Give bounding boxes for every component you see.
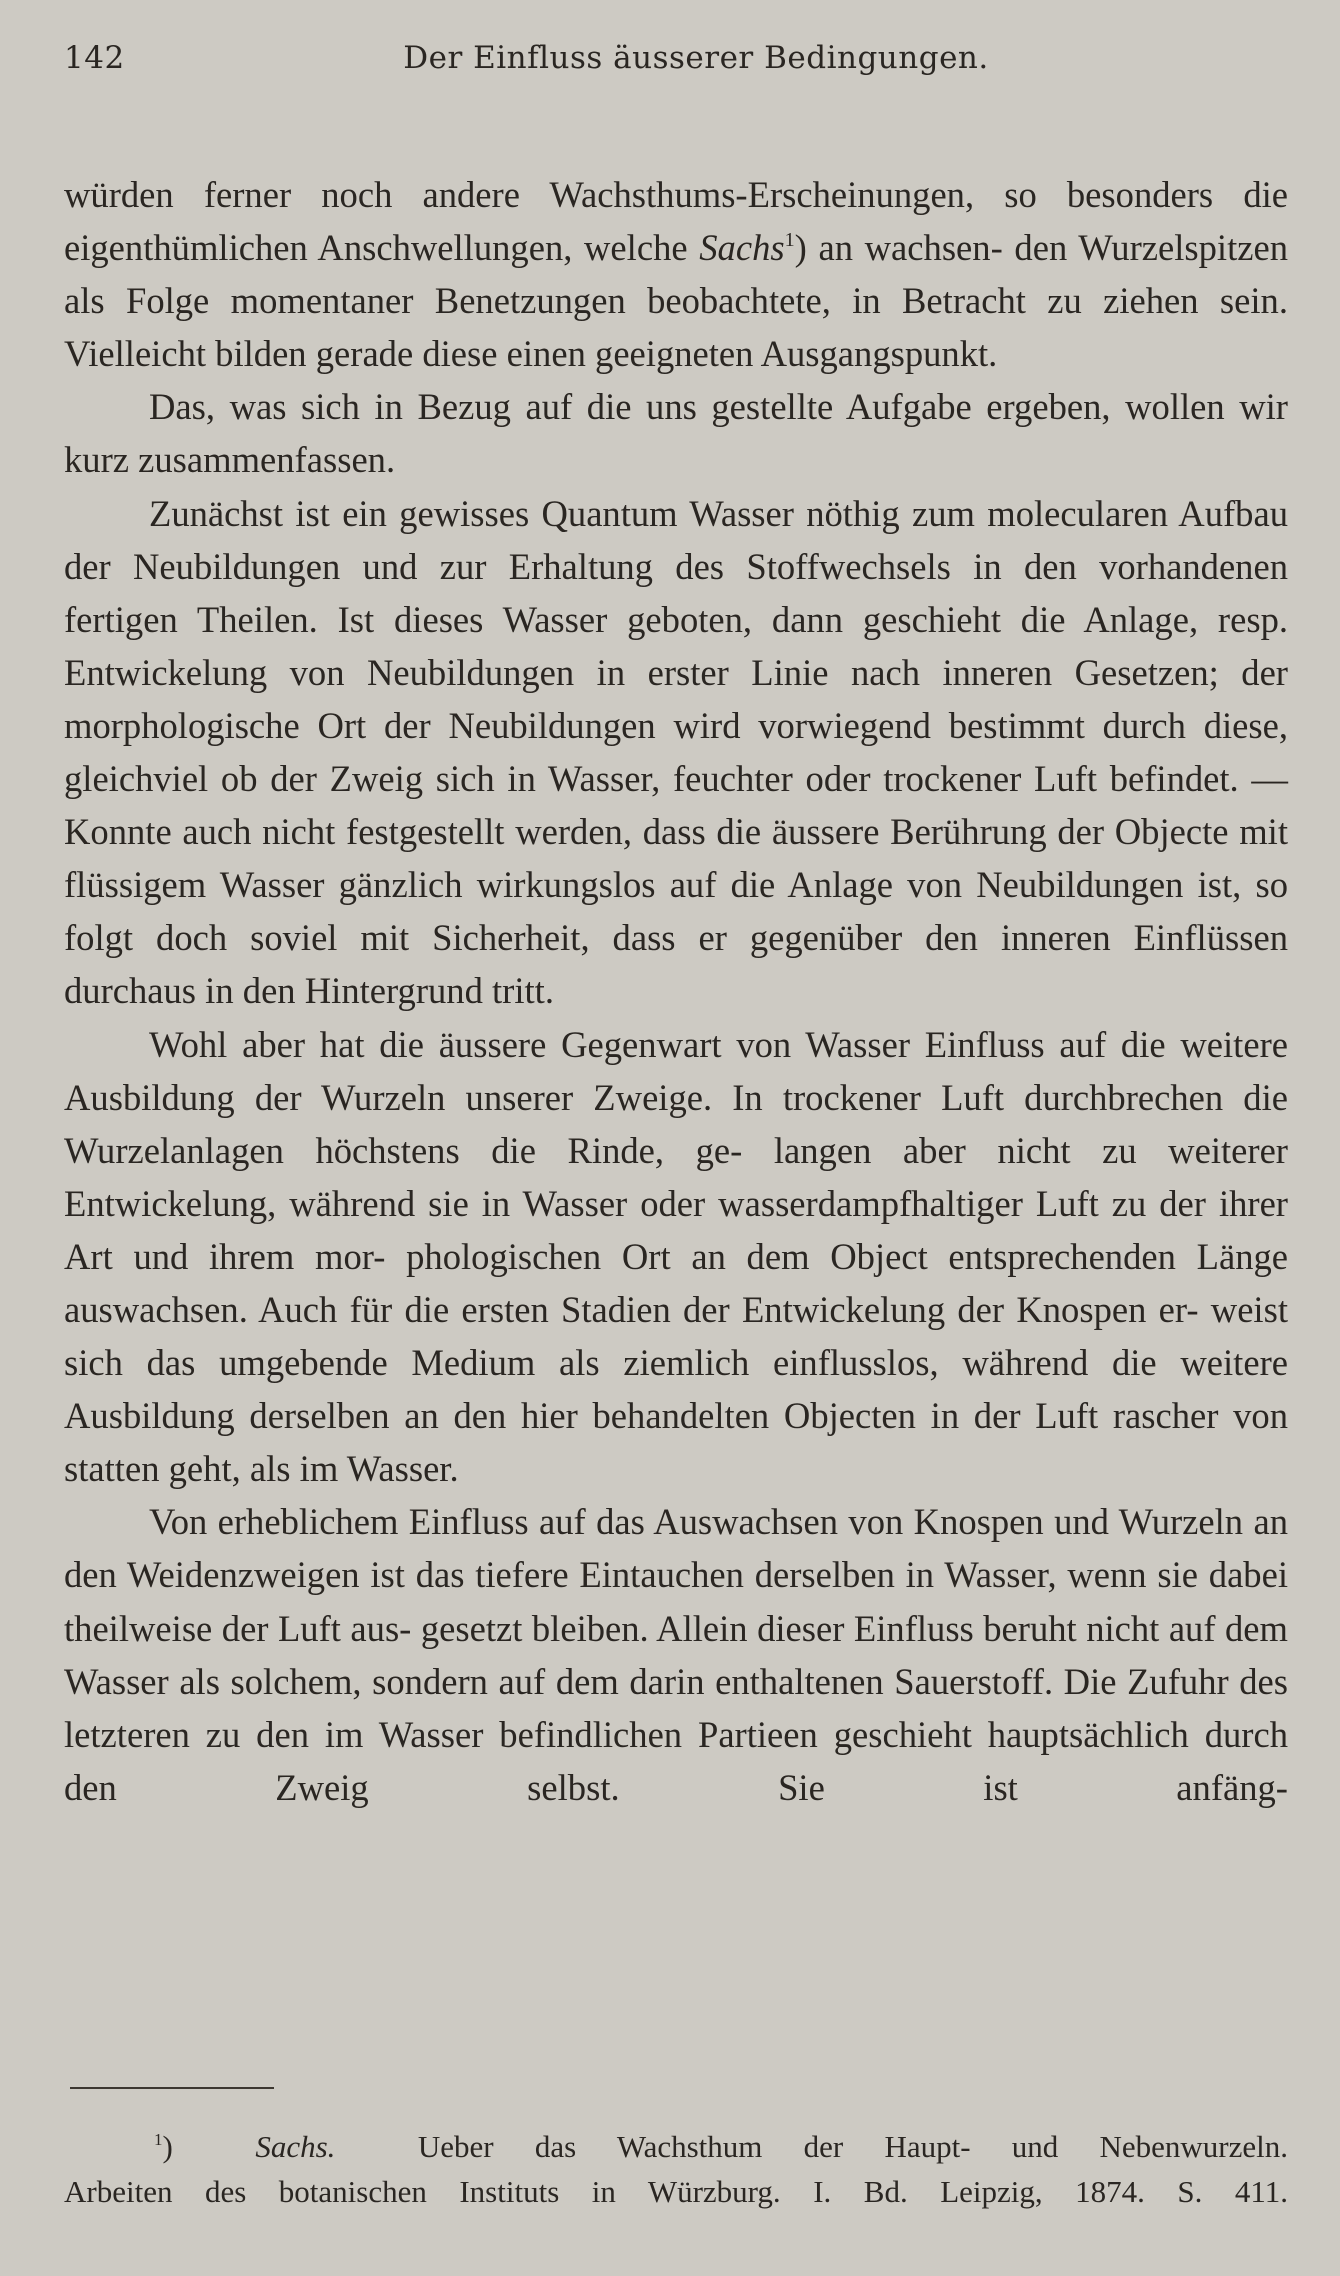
footnote-line-1: $^1$) Sachs. Ueber das Wachsthum der Haupt- und Nebenwurzeln.: [154, 2129, 1288, 2164]
text-line: Zunächst ist ein gewisses Quantum Wasser nöthig zum: [149, 492, 975, 534]
text-line: phologischen Ort an dem Object entsprechenden Länge auswachsen.: [64, 1235, 1289, 1330]
paragraph-1: [64, 168, 1288, 380]
author-reference: Sachs: [699, 227, 785, 269]
text-line: wollen wir kurz zusammenfassen.: [64, 386, 1288, 481]
paragraph-5: [64, 1495, 1288, 1814]
text-line: die eigenthümlichen Anschwellungen, welche: [64, 174, 1288, 269]
body-text: [64, 168, 1288, 1814]
text-line: die weitere Ausbildung der Wurzeln unserer Zweige. In trockener: [64, 1023, 1288, 1118]
text-line: ) an wachsen-: [794, 227, 1003, 269]
text-line: Stoffwechsels in den vorhandenen fertigen Theilen. Ist dieses: [64, 545, 1288, 640]
text-line: in der Luft rascher von statten geht, als im Wasser.: [64, 1395, 1289, 1490]
footnote: [64, 2124, 1288, 2214]
footnote-author: Sachs.: [255, 2129, 336, 2164]
text-line: morphologische Ort der Neubildungen wird vorwiegend bestimmt: [64, 704, 1085, 746]
text-line: Von erheblichem Einfluss auf das Auswachsen von Knospen: [149, 1501, 1044, 1543]
text-line: Auch für die ersten Stadien der Entwickelung der Knospen er-: [258, 1288, 1199, 1330]
text-line: weist sich das umgebende Medium als ziemlich einflusslos, während: [64, 1288, 1288, 1384]
text-line: Wasser geboten, dann geschieht die Anlage, resp. Entwickelung: [64, 598, 1289, 693]
paragraph-4: [64, 1018, 1288, 1496]
footnote-title: Ueber das Wachsthum der Haupt- und Nebenwurzeln.: [417, 2129, 1288, 2164]
text-line: Wasser gänzlich wirkungslos auf die Anlage von Neubildungen: [219, 864, 1184, 906]
text-line: und Wurzeln an den Weidenzweigen ist das tiefere Eintauchen: [64, 1501, 1288, 1596]
text-line: inneren Einflüssen durchaus in den Hintergrund tritt.: [64, 917, 1288, 1012]
text-line: langen aber nicht zu weiterer Entwickelung, während sie in Wasser: [64, 1129, 1288, 1224]
text-line: ist, so folgt doch soviel mit Sicherheit, dass er gegenüber den: [64, 864, 1289, 959]
text-line: oder wasserdampfhaltiger Luft zu der ihrer Art und ihrem mor-: [64, 1182, 1288, 1277]
text-line: Luft durchbrechen die Wurzelanlagen höchstens die Rinde, ge-: [64, 1076, 1288, 1171]
footnote-line-2: Arbeiten des botanischen Instituts in Würzburg. I. Bd. Leipzig, 1874. S. 411.: [64, 2174, 1288, 2209]
running-head: Der Einfluss äusserer Bedingungen.: [403, 40, 989, 76]
text-line: den Wurzelspitzen als Folge momentaner Benetzungen beobachtete,: [64, 227, 1288, 322]
footnote-marker: 1: [784, 229, 795, 252]
text-line: die weitere Ausbildung derselben an den hier behandelten Objecten: [64, 1342, 1288, 1437]
footnote-divider: [70, 2087, 274, 2089]
text-line: würden ferner noch andere Wachsthums-Erscheinungen, so besonders: [64, 174, 1214, 215]
text-line: gesetzt bleiben. Allein dieser Einfluss beruht nicht auf dem Wasser: [64, 1607, 1288, 1702]
paragraph-3: [64, 487, 1288, 1018]
text-line: werden, dass die äussere Berührung der Objecte mit flüssigem: [64, 811, 1288, 906]
text-line: durch diese, gleichviel ob der Zweig sich in Wasser, feuchter: [64, 704, 1289, 800]
text-line: derselben in Wasser, wenn sie dabei theilweise der Luft aus-: [64, 1554, 1288, 1649]
text-line: Zufuhr des letzteren zu den im Wasser befindlichen Partieen: [64, 1660, 1289, 1755]
paragraph-2: [64, 380, 1288, 486]
text-line: in Betracht zu ziehen sein. Vielleicht bilden gerade diese einen: [64, 280, 1288, 375]
text-line: als solchem, sondern auf dem darin enthaltenen Sauerstoff. Die: [179, 1660, 1117, 1702]
text-line: molecularen Aufbau der Neubildungen und zur Erhaltung des: [64, 492, 1288, 587]
text-line: von Neubildungen in erster Linie nach inneren Gesetzen; der: [289, 651, 1288, 693]
footnote-number: 1: [154, 2130, 163, 2150]
text-line: geeigneten Ausgangspunkt.: [595, 333, 998, 375]
text-line: oder trockener Luft befindet. — Konnte auch nicht festgestellt: [64, 758, 1288, 853]
text-line: geschieht hauptsächlich durch den Zweig selbst. Sie ist anfäng-: [64, 1713, 1288, 1808]
page-header: [64, 40, 1288, 84]
text-line: Wohl aber hat die äussere Gegenwart von Wasser Einfluss auf: [149, 1023, 1107, 1065]
text-line: Das, was sich in Bezug auf die uns gestellte Aufgabe ergeben,: [149, 386, 1111, 428]
page-number: 142: [64, 40, 125, 76]
